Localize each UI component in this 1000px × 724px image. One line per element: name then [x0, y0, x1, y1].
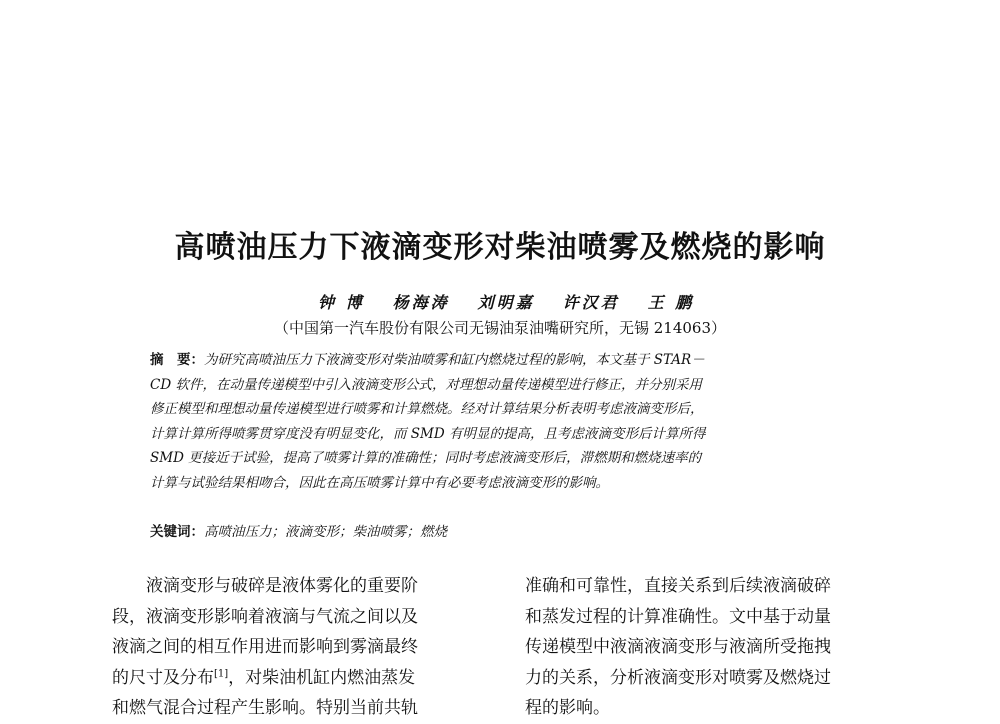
author-name: 许汉君	[562, 293, 620, 312]
body-line: 和蒸发过程的计算准确性。文中基于动量	[525, 606, 831, 627]
body-line	[112, 663, 487, 694]
body-line: 程的影响。	[525, 698, 610, 718]
abstract	[150, 348, 870, 495]
author-name: 钟 博	[318, 293, 365, 312]
body-line: 液滴之间的相互作用进而影响到雾滴最终	[112, 637, 418, 657]
abstract-line: 计算计算所得喷雾贯穿度没有明显变化，而 SMD 有明显的提高，且考虑液滴变形后计算所得	[150, 425, 706, 442]
citation-link[interactable]: [1]	[214, 667, 229, 679]
body-column-left	[112, 571, 487, 724]
body-line: 液滴变形与破碎是液体雾化的重要阶	[112, 576, 418, 596]
abstract-text: 为研究高喷油压力下液滴变形对柴油喷雾和缸内燃烧过程的影响，本文基于 STAR－	[204, 352, 705, 368]
body-column-right	[525, 571, 900, 724]
body-line: 传递模型中液滴液滴变形与液滴所受拖拽	[525, 637, 831, 657]
keywords	[150, 520, 870, 540]
abstract-line	[150, 348, 870, 373]
body-line: 力的关系，分析液滴变形对喷雾及燃烧过	[525, 667, 831, 688]
body-line: 和燃气混合过程产生影响。特别当前共轨	[112, 698, 418, 718]
paper-title: 高喷油压力下液滴变形对柴油喷雾及燃烧的影响	[174, 230, 826, 265]
author-name: 刘明嘉	[477, 293, 535, 312]
abstract-line: SMD 更接近于试验，提高了喷雾计算的准确性；同时考虑液滴变形后，滞燃期和燃烧速率的	[150, 450, 702, 466]
body-line: 准确和可靠性，直接关系到后续液滴破碎	[525, 576, 831, 596]
abstract-line: 修正模型和理想动量传递模型进行喷雾和计算燃烧。经对计算结果分析表明考虑液滴变形后，	[150, 401, 704, 417]
author-name: 王 鹏	[647, 293, 695, 312]
affiliation: （中国第一汽车股份有限公司无锡油泵油嘴研究所，无锡 214063）	[273, 319, 727, 337]
keywords-text: 高喷油压力；液滴变形；柴油喷雾；燃烧	[204, 524, 447, 540]
abstract-line: 计算与试验结果相吻合，因此在高压喷雾计算中有必要考虑液滴变形的影响。	[150, 474, 609, 491]
keywords-label: 关键词：	[150, 524, 204, 540]
body-text: ，对柴油机缸内燃油蒸发	[228, 667, 416, 688]
body-line: 段，液滴变形影响着液滴与气流之间以及	[112, 606, 418, 627]
abstract-label: 摘 要：	[150, 352, 204, 368]
author-name: 杨海涛	[392, 293, 450, 312]
author-list	[318, 290, 694, 313]
body-text: 的尺寸及分布	[112, 667, 214, 688]
abstract-line: CD 软件，在动量传递模型中引入液滴变形公式，对理想动量传递模型进行修正，并分别采用	[150, 376, 702, 393]
